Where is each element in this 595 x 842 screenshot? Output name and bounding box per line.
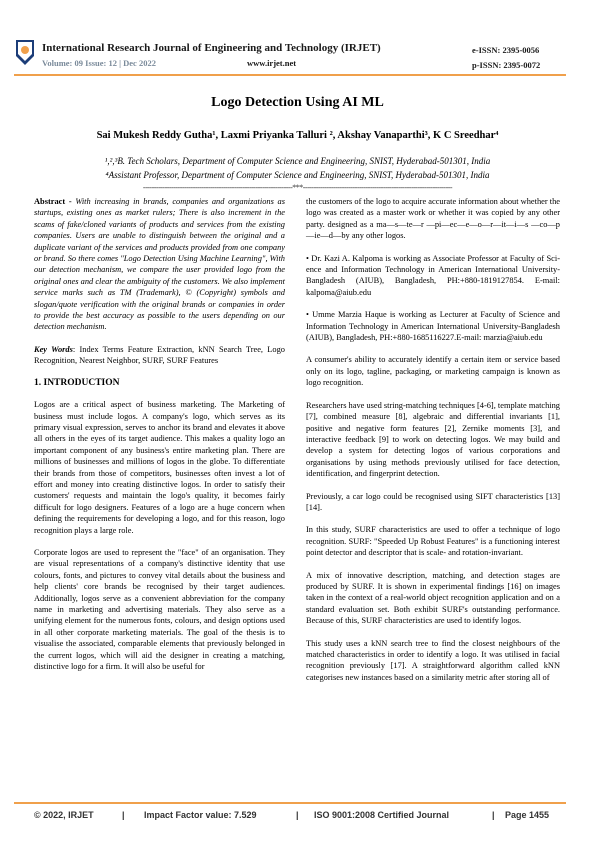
journal-name: International Research Journal of Engineering and Technology (IRJET) — [42, 42, 381, 54]
p-issn: p-ISSN: 2395-0072 — [472, 60, 541, 70]
left-column — [34, 196, 285, 683]
intro-paragraph-1: Logos are a critical aspect of business marketing. The Marketing of business must include logos. A company's logo, which serves as its primary visual expression, serves to anchor its brand and elevates it above all others in the eyes of its target audience. This makes a quality logo an important component of any business's entire marketing plan. There are millions of businesses and millions of logos in the globe. To differentiate their brands from those of competitors, businesses often invest a lot of effort and money into creating distinctive logos. In order to satisfy their customers' requests and maintain the logo's quality, it becomes fairly difficult for logo designers. Features of a logo are a huge concern when defining the requirements for developing a logo, and for this reason, logo recognition plays a large role. — [34, 400, 285, 535]
affiliation-professor: ⁴Assistant Professor, Department of Computer Science and Engineering, SNIST, Hyderabad-501301, India — [105, 170, 490, 180]
footer-copyright: © 2022, IRJET — [34, 810, 94, 820]
irjet-logo — [14, 39, 36, 66]
keywords — [34, 344, 285, 367]
footer-pipe: | — [296, 810, 299, 820]
body-paragraph: the customers of the logo to acquire accurate information about whether the logo was created as a master work or whether it was copied by any other party. designed as a ma—s—te—r —pi—ec—e—o—r—it—i—s —co—p—ie—d—by any other logos. — [306, 197, 560, 241]
body-paragraph: A mix of innovative description, matching, and detection stages are produced by SURF. It is shown in experimental findings [16] on images taken in the context of a real-world object recognition application and on a standard evaluation set. Both exhibit SURF's outstanding performance. Because of this, SURF characteristics are used to identify logos. — [306, 570, 560, 626]
volume-issue: Volume: 09 Issue: 12 | Dec 2022 — [42, 58, 156, 68]
bullet-haque: • Umme Marzia Haque is working as Lecturer at Faculty of Science and Information Technology in American International University-Bangladesh (AIUB), Bangladesh, PH:+880-1685116227.E-mail: marzia@aiub.edu — [306, 310, 560, 343]
body-paragraph: Previously, a car logo could be recognised using SIFT characteristics [13] [14]. — [306, 491, 560, 512]
section-separator: ---------------------------------------------------------------------***--------------------------------------------------------------------- — [142, 183, 453, 192]
footer-pipe: | — [122, 810, 125, 820]
footer-page-number: Page 1455 — [505, 810, 550, 820]
bullet-kalpoma: • Dr. Kazi A. Kalpoma is working as Associate Professor at Faculty of Sci-ence and Information Technology in American International University- Bangladesh (AIUB), Bangladesh, PH:+880-1819127854. E-mail: kalpoma@aiub.edu — [306, 253, 560, 297]
right-column — [306, 196, 560, 694]
abstract-text: With increasing in brands, companies and organizations as startups, existing ones as market rulers; There is also increment in the scams of fake/cloned variants of products and services from the existing companies. Users are unable to distinguish between the original and a duplicate variant of the services and products provided from one company or brand. So there comes "Logo Detection Using Machine Learning", With our detection mechanism, we compare the user provided logo from the original ones and clear the ambiguity of the customers. We also implement service marks such as TM (Trademark), © (Copyright) symbols and slogan/quote verification with the original brands or companies in order to provide the best accuracy as possible to the users depending on our detection mechanism. — [34, 197, 285, 332]
header-divider — [14, 74, 566, 76]
journal-website-link[interactable]: www.irjet.net — [247, 58, 297, 68]
intro-paragraph-2: Corporate logos are used to represent the "face" of an organisation. They are visual representations of a company's distinctive identity that use colours, fonts, and pictures to convey vital details about the business and help clients' core brands be recognised by their target audiences. Additionally, logos serve as a convenient abbreviation for the company name in marketing and advertising materials. They also serve as a unifying element for the numerous fonts, colours, and design options used in all other corporate marketing materials. The goal of the thesis is to visualise the associated, comparable elements that previously belonged in the current logos, which will aid the designer in creating a matching, distinctive logo for a firm. It will also be useful for — [34, 547, 285, 672]
affiliation-students: ¹,²,³B. Tech Scholars, Department of Computer Science and Engineering, SNIST, Hyderabad-501301, India — [104, 156, 491, 166]
body-paragraph: A consumer's ability to accurately identify a certain item or service based only on its logo, tagline, packaging, or marketing campaign is known as logo recognition. — [306, 355, 560, 388]
footer-pipe: | — [492, 810, 495, 820]
keywords-label: Key Words — [34, 344, 73, 354]
author-list: Sai Mukesh Reddy Gutha¹, Laxmi Priyanka Talluri ², Akshay Vanaparthi³, K C Sreedhar⁴ — [96, 130, 499, 141]
footer-divider — [14, 802, 566, 804]
footer-impact-factor: Impact Factor value: 7.529 — [144, 810, 257, 820]
section-heading-introduction: 1. INTRODUCTION — [34, 377, 120, 388]
abstract-label: Abstract - — [34, 197, 72, 206]
paper-title: Logo Detection Using AI ML — [211, 95, 384, 110]
abstract — [34, 196, 285, 333]
body-paragraph: This study uses a kNN search tree to find the closest neighbours of the matched characteristics in order to identify a logo. It was utilised in facial recognition previously [17]. A straightforward algorithm called kNN categorises new instances based on a similarity metric after storing all of — [306, 638, 560, 682]
keywords-text: : Index Terms Feature Extraction, kNN Search Tree, Logo Recognition, Nearest Neighbor, SURF, SURF Features — [34, 344, 285, 366]
body-paragraph: Researchers have used string-matching techniques [4-6], template matching [7], combined measure [8], algebraic and differential invariants [1], positive and negative form features [2], Zernike moments [3], and interactive feedback [9] to work on detecting logos. We may build and develop a system for detecting logos of various corporations and organisations by using methods previously utilised for face detection, identification, and fingerprint detection. — [306, 400, 560, 479]
footer-iso: ISO 9001:2008 Certified Journal — [314, 810, 450, 820]
e-issn: e-ISSN: 2395-0056 — [472, 45, 540, 55]
body-paragraph: In this study, SURF characteristics are used to offer a technique of logo recognition. SURF: "Speeded Up Robust Features" is a functioning interest point detector and descriptor that is scale- and rotation-invariant. — [306, 525, 560, 558]
